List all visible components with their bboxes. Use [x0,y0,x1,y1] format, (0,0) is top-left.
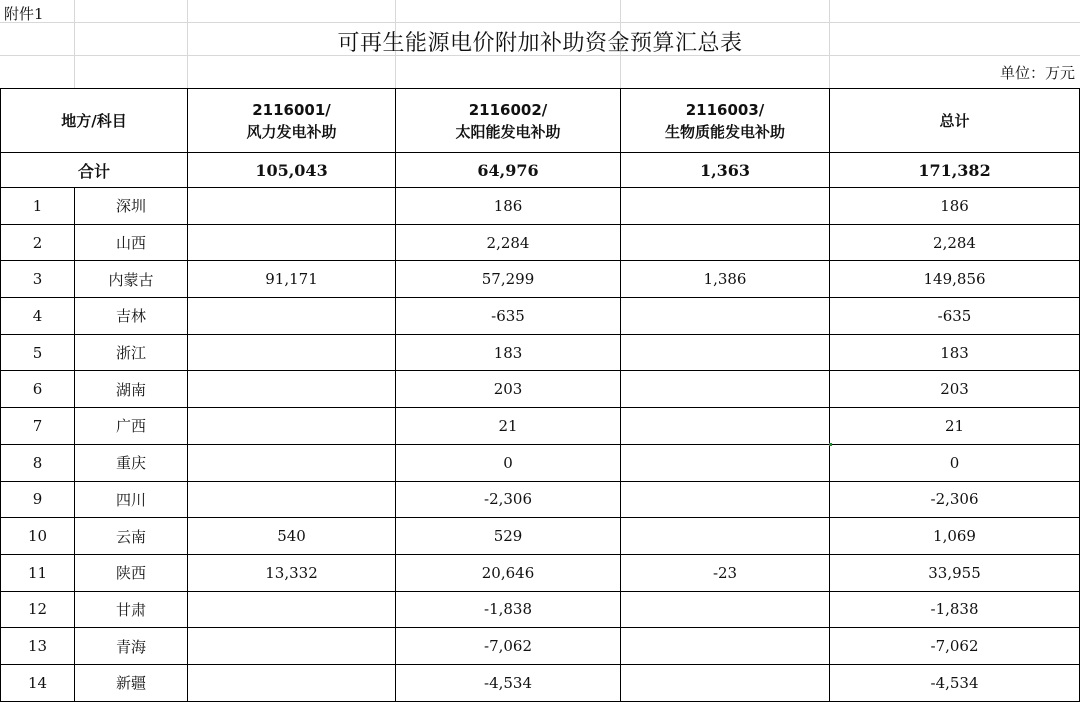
row-total: 2,284 [830,224,1080,261]
row-index: 13 [1,628,75,665]
row-wind [188,664,396,701]
row-biomass [621,591,830,628]
row-total: 21 [830,408,1080,445]
row-solar: -7,062 [396,628,621,665]
row-total: -4,534 [830,664,1080,701]
row-index: 6 [1,371,75,408]
total-biomass: 1,363 [621,153,830,188]
total-wind: 105,043 [188,153,396,188]
row-wind [188,444,396,481]
header-total: 总计 [830,89,1080,153]
table-row [1,664,1080,701]
row-biomass [621,481,830,518]
row-region: 四川 [75,481,188,518]
row-region: 重庆 [75,444,188,481]
row-wind [188,334,396,371]
header-wind-code: 2116001/ [252,100,331,119]
row-index: 5 [1,334,75,371]
row-wind [188,224,396,261]
row-total: 33,955 [830,554,1080,591]
table-row [1,334,1080,371]
row-solar: 2,284 [396,224,621,261]
row-solar: 529 [396,518,621,555]
row-total: 183 [830,334,1080,371]
header-solar-code: 2116002/ [468,100,548,119]
header-biomass-name: 生物质能发电补助 [665,122,786,141]
row-total: 149,856 [830,261,1080,298]
header-wind-name: 风力发电补助 [246,122,337,141]
row-wind [188,371,396,408]
table-row [1,224,1080,261]
row-wind [188,481,396,518]
row-total: 1,069 [830,518,1080,555]
row-index: 4 [1,298,75,335]
row-region: 山西 [75,224,188,261]
row-solar: 186 [396,188,621,225]
row-solar: 57,299 [396,261,621,298]
table-body [1,188,1080,702]
row-biomass: -23 [621,554,830,591]
row-region: 深圳 [75,188,188,225]
row-region: 云南 [75,518,188,555]
header-solar [396,89,621,153]
row-region: 广西 [75,408,188,445]
row-index: 12 [1,591,75,628]
row-index: 3 [1,261,75,298]
table-row [1,444,1080,481]
row-index: 2 [1,224,75,261]
row-region: 湖南 [75,371,188,408]
page-title: 可再生能源电价附加补助资金预算汇总表 [337,31,743,56]
table-row [1,408,1080,445]
row-solar: -2,306 [396,481,621,518]
row-total: 186 [830,188,1080,225]
row-region: 浙江 [75,334,188,371]
row-index: 10 [1,518,75,555]
row-solar: 21 [396,408,621,445]
row-total: 0 [830,444,1080,481]
row-wind [188,628,396,665]
total-total: 171,382 [830,153,1080,188]
table-row [1,298,1080,335]
row-wind [188,298,396,335]
row-biomass: 1,386 [621,261,830,298]
row-biomass [621,371,830,408]
header-solar-name: 太阳能发电补助 [455,122,561,141]
row-total: -635 [830,298,1080,335]
row-biomass [621,628,830,665]
attachment-label: 附件1 [4,5,44,23]
row-total: -2,306 [830,481,1080,518]
table-row [1,518,1080,555]
row-solar: 20,646 [396,554,621,591]
table-row [1,554,1080,591]
row-index: 9 [1,481,75,518]
row-biomass [621,444,830,481]
unit-label: 单位：万元 [999,64,1075,82]
row-region: 甘肃 [75,591,188,628]
table-row [1,628,1080,665]
row-solar: -4,534 [396,664,621,701]
table-row [1,371,1080,408]
row-region: 陕西 [75,554,188,591]
row-biomass [621,408,830,445]
total-solar: 64,976 [396,153,621,188]
header-row [1,89,1080,153]
table-row [1,261,1080,298]
row-solar: -635 [396,298,621,335]
row-total: -7,062 [830,628,1080,665]
total-row [1,153,1080,188]
row-biomass [621,188,830,225]
total-label: 合计 [1,153,188,188]
cell-marker [829,443,832,446]
table-row [1,591,1080,628]
row-index: 8 [1,444,75,481]
row-region: 新疆 [75,664,188,701]
row-index: 1 [1,188,75,225]
header-wind [188,89,396,153]
row-biomass [621,224,830,261]
table-row [1,481,1080,518]
row-region: 青海 [75,628,188,665]
row-solar: 183 [396,334,621,371]
row-total: 203 [830,371,1080,408]
row-biomass [621,334,830,371]
header-region: 地方/科目 [1,89,188,153]
row-wind [188,591,396,628]
table-row [1,188,1080,225]
row-biomass [621,518,830,555]
row-total: -1,838 [830,591,1080,628]
row-index: 11 [1,554,75,591]
row-wind: 540 [188,518,396,555]
row-biomass [621,298,830,335]
header-biomass [621,89,830,153]
grid-line [0,22,1080,23]
row-biomass [621,664,830,701]
row-wind: 91,171 [188,261,396,298]
row-region: 吉林 [75,298,188,335]
row-wind: 13,332 [188,554,396,591]
row-solar: 203 [396,371,621,408]
row-wind [188,188,396,225]
row-index: 14 [1,664,75,701]
row-region: 内蒙古 [75,261,188,298]
header-biomass-code: 2116003/ [685,100,765,119]
row-wind [188,408,396,445]
budget-table [0,88,1080,702]
row-solar: 0 [396,444,621,481]
row-solar: -1,838 [396,591,621,628]
row-index: 7 [1,408,75,445]
